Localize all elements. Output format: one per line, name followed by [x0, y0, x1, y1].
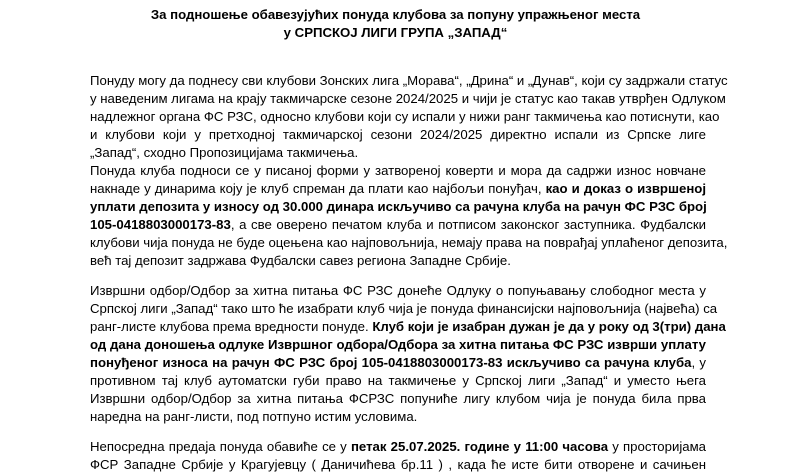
paragraph-gap — [90, 270, 706, 282]
bold-text: понуђеног износа на рачун ФС РЗС број 105-0418803000173-83 искључиво са рачуна клуба — [90, 355, 692, 370]
title-line-1: За подношење обавезујућих понуда клубова за попуну упражњеног места — [150, 7, 641, 22]
paragraph — [90, 438, 706, 474]
text-line — [90, 108, 720, 126]
text-line — [90, 180, 706, 198]
text-line — [90, 372, 706, 390]
text-line — [90, 162, 706, 180]
paragraph — [90, 72, 728, 162]
bold-text: од дана доношења одлуке Извршног одбора/Одбора за хитна питања ФС РЗС изврши уплату — [90, 337, 706, 352]
text-run: , у — [691, 355, 707, 370]
bold-text: као и доказ о извршеној — [545, 181, 706, 196]
text-line — [90, 90, 726, 108]
text-line — [90, 300, 718, 318]
text-line — [90, 252, 706, 270]
text-run: противном тај клуб аутоматски губи право на такмичење у Српској лиги „Запад“ и уместо њега — [90, 373, 706, 388]
bold-text: Клуб који је изабран дужан је да у року од 3(три) дана — [372, 319, 726, 334]
text-line — [90, 234, 728, 252]
title-line-2: у СРПСКОЈ ЛИГИ ГРУПА „ЗАПАД“ — [283, 25, 508, 40]
text-run: Извршни одбор/Одбор за хитна питања ФС РЗС донеће Одлуку о попуњавању слободног места у — [90, 283, 706, 298]
paragraph — [90, 162, 728, 270]
text-run: ФСР Западне Србије у Крагујевцу ( Даничићева бр.11 ) , када ће исте бити отворене и сачињен — [90, 457, 706, 472]
text-line — [90, 438, 706, 456]
text-run: у наведеним лигама на крају такмичарске сезоне 2024/2025 и чији је статус као такав утврђен Одлуком — [90, 91, 726, 106]
text-run: Понуду могу да поднесу сви клубови Зонских лига „Морава“, „Дрина“ и „Дунав“, који су задржали статус — [90, 73, 728, 88]
text-run: накнаде у динарима коју је клуб спреман да плати као најбољи понуђач, — [90, 181, 546, 196]
text-line — [90, 198, 706, 216]
document-body — [90, 72, 728, 474]
text-run: већ тај депозит задржава Фудбалски савез региона Западне Србије. — [90, 253, 511, 268]
text-line — [90, 456, 706, 474]
text-run: , а све оверено печатом клуба и потписом законског заступника. Фудбалски — [230, 217, 706, 232]
bold-text: уплати депозита у износу од 30.000 динара искључиво са рачуна клуба на рачун ФС РЗС број — [90, 199, 707, 214]
text-run: Српској лиги „Запад“ тако што ће изабрати клуб чија је понуда финансијски најповољнија (највећа) са — [90, 301, 718, 316]
document-title — [0, 6, 791, 42]
bold-text: петак 25.07.2025. године у 11:00 часова — [350, 439, 609, 454]
text-line — [90, 318, 726, 336]
text-run: наредна на ранг-листи, под потпуно истим условима. — [90, 409, 418, 424]
text-line — [90, 72, 728, 90]
text-run: и клубови који у претходној такмичарској сезони 2024/2025 директно испали из Српске лиге — [90, 127, 706, 142]
text-run: Понуда клуба подноси се у писаној форми у затвореној коверти и мора да садржи износ новчане — [90, 163, 706, 178]
text-line — [90, 126, 706, 144]
text-run: надлежног органа ФС РЗС, односно клубови који су испали у нижи ранг такмичења као потиснути, као — [90, 109, 720, 124]
text-run: клубови чија понуда не буде оцењена као најповољнија, немају права на поврађај уплаћеног депозита, — [90, 235, 728, 250]
text-line — [90, 144, 706, 162]
text-line — [90, 408, 706, 426]
text-line — [90, 354, 706, 372]
text-line — [90, 216, 706, 234]
text-line — [90, 282, 706, 300]
text-line — [90, 336, 706, 354]
text-run: Извршни одбор/Одбор за хитна питања ФСРЗС попуниће лигу клубом чија је понуда била прва — [90, 391, 706, 406]
text-run: „Запад“, сходно Пропозицијама такмичења. — [90, 145, 359, 160]
text-run: у просторијама — [608, 439, 707, 454]
paragraph-gap — [90, 426, 706, 438]
bold-text: 105-0418803000173-83 — [90, 217, 231, 232]
text-line — [90, 390, 706, 408]
paragraph — [90, 282, 726, 426]
text-run: Непосредна предаја понуда обавиће се у — [90, 439, 351, 454]
text-run: ранг-листе клубова према вредности понуде. — [90, 319, 373, 334]
